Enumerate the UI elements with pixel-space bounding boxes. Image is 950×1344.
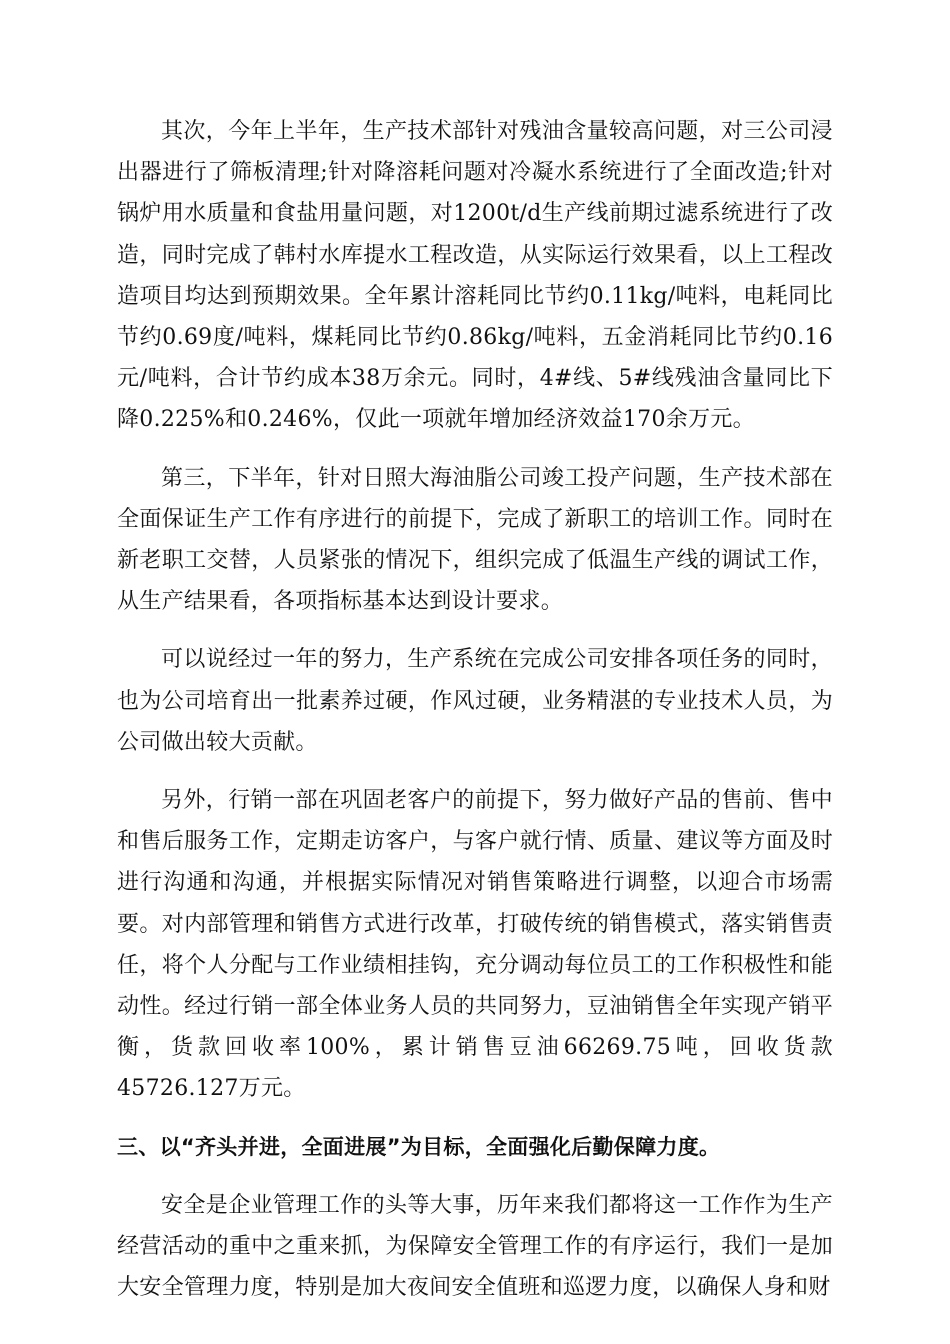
- paragraph-safety-management: 安全是企业管理工作的头等大事，历年来我们都将这一工作作为生产经营活动的重中之重来抓，为保障安全管理工作的有序运行，我们一是加大安全管理力度，特别是加大夜间安全值班和巡逻力度，以确保人身和财: [117, 1192, 833, 1301]
- paragraph-sales-department: 另外，行销一部在巩固老客户的前提下，努力做好产品的售前、售中和售后服务工作，定期走访客户，与客户就行情、质量、建议等方面及时进行沟通和沟通，并根据实际情况对销售策略进行调整，以迎合市场需要。对内部管理和销售方式进行改革，打破传统的销售模式，落实销售责任，将个人分配与工作业绩相挂钩，充分调动每位员工的工作积极性和能动性。经过行销一部全体业务人员的共同努力，豆油销售全年实现产销平衡，货款回收率100%，累计销售豆油66269.75吨，回收货款45726.127万元。: [117, 788, 833, 1102]
- paragraph-production-improvements: 其次，今年上半年，生产技术部针对残油含量较高问题，对三公司浸出器进行了筛板清理;针对降溶耗问题对冷凝水系统进行了全面改造;针对锅炉用水质量和食盐用量问题，对1200t/d生产线前期过滤系统进行了改造，同时完成了韩村水库提水工程改造，从实际运行效果看，以上工程改造项目均达到预期效果。全年累计溶耗同比节约0.11kg/吨料，电耗同比节约0.69度/吨料，煤耗同比节约0.86kg/吨料，五金消耗同比节约0.16元/吨料，合计节约成本38万余元。同时，4#线、5#线残油含量同比下降0.225%和0.246%，仅此一项就年增加经济效益170余万元。: [117, 119, 833, 433]
- paragraph-rizhao-commissioning: 第三，下半年，针对日照大海油脂公司竣工投产问题，生产技术部在全面保证生产工作有序进行的前提下，完成了新职工的培训工作。同时在新老职工交替，人员紧张的情况下，组织完成了低温生产线的调试工作，从生产结果看，各项指标基本达到设计要求。: [117, 465, 833, 615]
- section-heading-logistics: 三、以“齐头并进，全面进展”为目标，全面强化后勤保障力度。: [117, 1134, 721, 1159]
- paragraph-yearly-achievement: 可以说经过一年的努力，生产系统在完成公司安排各项任务的同时，也为公司培育出一批素养过硬，作风过硬，业务精湛的专业技术人员，为公司做出较大贡献。: [117, 647, 833, 755]
- document-body: [117, 111, 833, 1308]
